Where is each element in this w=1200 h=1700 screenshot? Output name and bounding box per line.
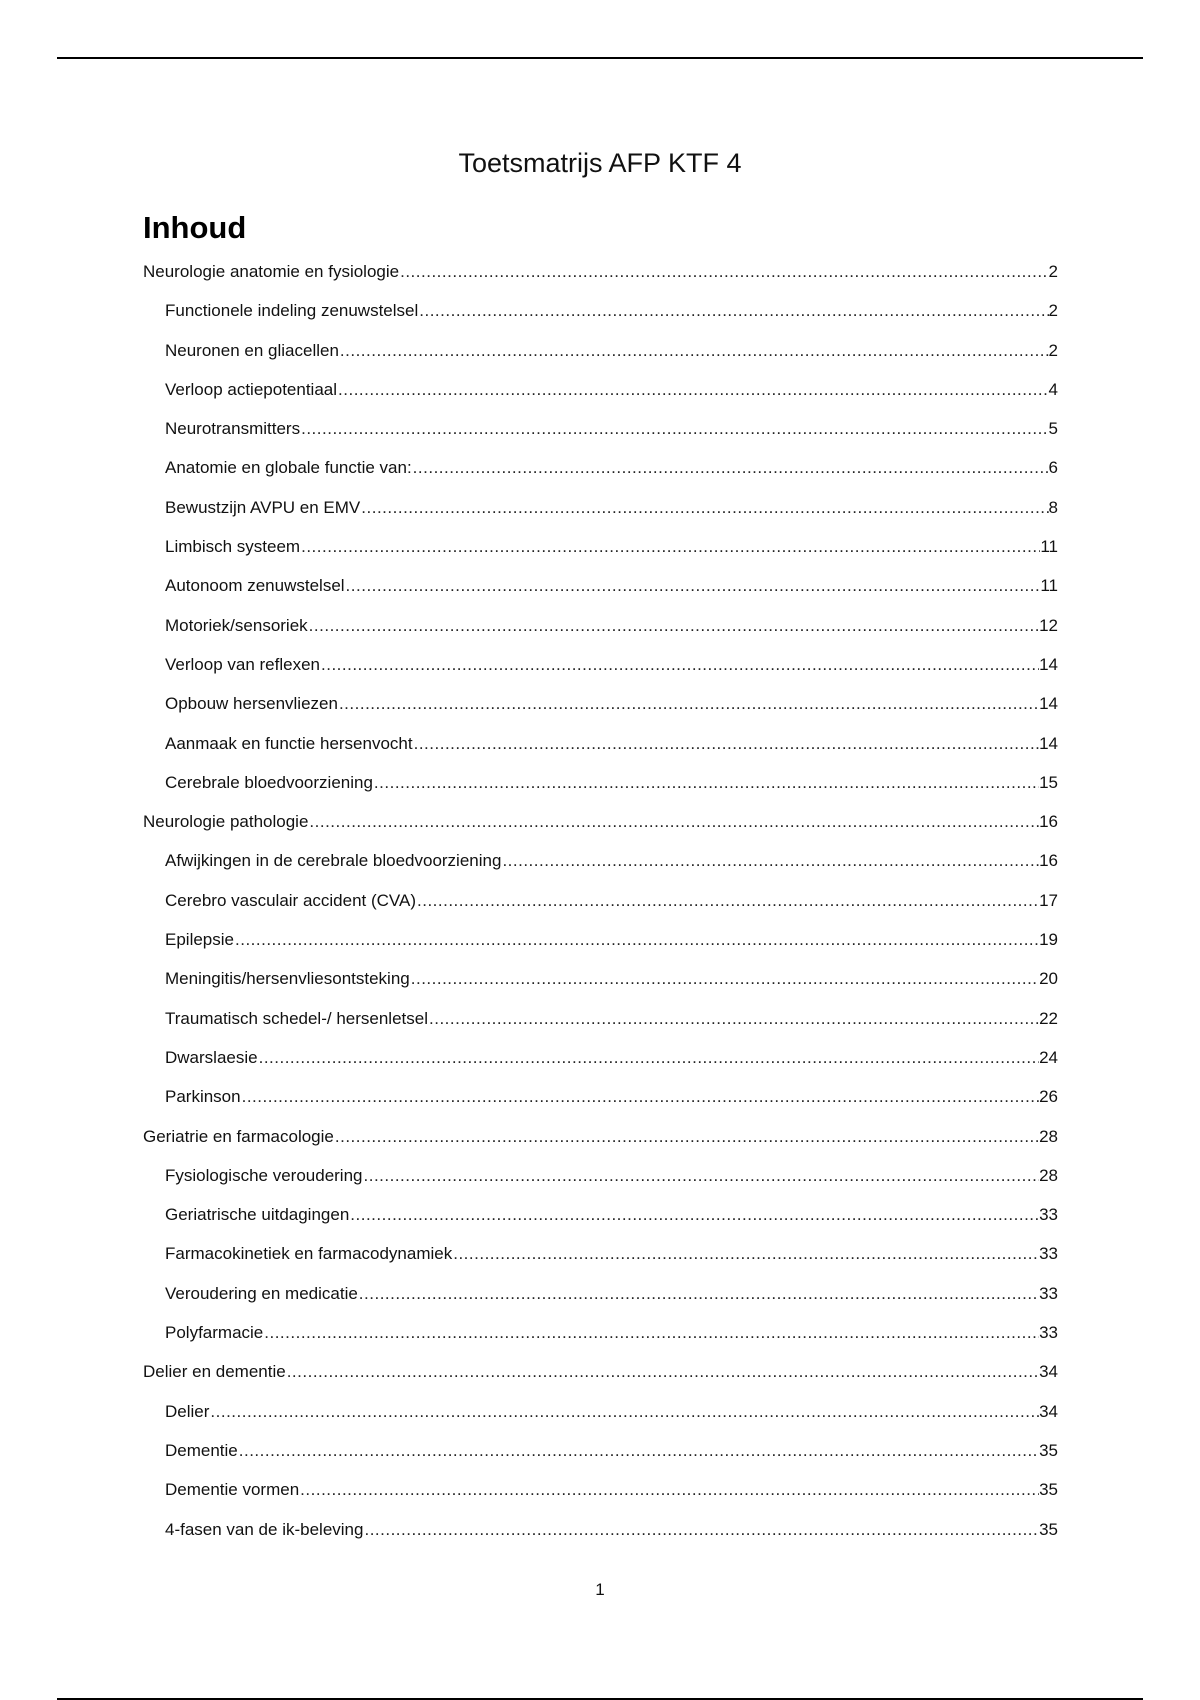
toc-entry-label: Geriatrische uitdagingen: [165, 1205, 350, 1225]
toc-entry-label: Neurologie pathologie: [143, 812, 309, 832]
toc-dot-leader: [349, 1202, 1039, 1228]
toc-entry-page: 14: [1039, 733, 1058, 753]
toc-entry-page: 26: [1039, 1087, 1058, 1107]
toc-entry[interactable]: [143, 927, 1058, 966]
toc-entry-page: 11: [1040, 576, 1058, 596]
toc-dot-leader: [412, 455, 1049, 481]
toc-entry-label: Verloop van reflexen: [165, 654, 320, 674]
toc-entry[interactable]: [143, 1124, 1058, 1163]
toc-entry-line: [165, 1045, 1058, 1071]
toc-entry-label: Limbisch systeem: [165, 537, 301, 557]
toc-dot-leader: [320, 652, 1039, 678]
toc-entry-label: Cerebrale bloedvoorziening: [165, 772, 373, 792]
toc-entry-page: 35: [1039, 1480, 1058, 1500]
toc-dot-leader: [428, 1006, 1039, 1032]
toc-dot-leader: [413, 731, 1039, 757]
toc-entry[interactable]: [143, 338, 1058, 377]
toc-entry[interactable]: [143, 1438, 1058, 1477]
document-title: Toetsmatrijs AFP KTF 4: [458, 148, 742, 178]
toc-entry-page: 19: [1039, 930, 1058, 950]
toc-entry-line: [143, 1359, 1058, 1385]
toc-entry-line: [165, 927, 1058, 953]
toc-entry-page: 34: [1039, 1362, 1058, 1382]
toc-entry[interactable]: [143, 495, 1058, 534]
toc-dot-leader: [410, 966, 1039, 992]
toc-entry-line: [165, 416, 1058, 442]
toc-entry[interactable]: [143, 770, 1058, 809]
toc-dot-leader: [308, 613, 1039, 639]
toc-entry-line: [165, 731, 1058, 757]
toc-entry[interactable]: [143, 652, 1058, 691]
toc-dot-leader: [345, 573, 1041, 599]
toc-entry-page: 15: [1039, 772, 1058, 792]
toc-entry-page: 8: [1048, 497, 1058, 517]
toc-entry-line: [165, 455, 1058, 481]
toc-entry-label: Afwijkingen in de cerebrale bloedvoorziening: [165, 851, 502, 871]
toc-entry-line: [165, 1399, 1058, 1425]
toc-entry-line: [165, 573, 1058, 599]
toc-entry-line: [165, 966, 1058, 992]
toc-entry-line: [165, 1320, 1058, 1346]
toc-dot-leader: [339, 338, 1049, 364]
toc-dot-leader: [416, 888, 1039, 914]
toc-dot-leader: [241, 1084, 1039, 1110]
toc-entry[interactable]: [143, 731, 1058, 770]
toc-entry-page: 33: [1039, 1283, 1058, 1303]
toc-entry-label: Autonoom zenuwstelsel: [165, 576, 345, 596]
toc-entry-line: [165, 652, 1058, 678]
toc-entry-page: 14: [1039, 654, 1058, 674]
toc-entry-label: Epilepsie: [165, 930, 234, 950]
toc-entry-line: [165, 1281, 1058, 1307]
toc-entry-page: 20: [1039, 969, 1058, 989]
toc-entry-line: [143, 1124, 1058, 1150]
toc-entry[interactable]: [143, 966, 1058, 1005]
toc-entry[interactable]: [143, 613, 1058, 652]
toc-entry-line: [165, 377, 1058, 403]
toc-entry[interactable]: [143, 1084, 1058, 1123]
toc-dot-leader: [334, 1124, 1039, 1150]
toc-entry-line: [165, 613, 1058, 639]
table-of-contents: [143, 259, 1058, 1556]
toc-entry-page: 33: [1039, 1205, 1058, 1225]
toc-dot-leader: [452, 1241, 1039, 1267]
toc-entry-page: 14: [1039, 694, 1058, 714]
toc-entry-label: Farmacokinetiek en farmacodynamiek: [165, 1244, 453, 1264]
toc-dot-leader: [300, 416, 1048, 442]
toc-entry-label: Fysiologische veroudering: [165, 1165, 363, 1185]
toc-entry[interactable]: [143, 1359, 1058, 1398]
toc-heading: Inhoud: [143, 210, 247, 245]
toc-dot-leader: [263, 1320, 1039, 1346]
toc-entry[interactable]: [143, 259, 1058, 298]
toc-entry-label: Veroudering en medicatie: [165, 1283, 358, 1303]
toc-entry-line: [165, 298, 1058, 324]
toc-entry[interactable]: [143, 298, 1058, 337]
toc-dot-leader: [338, 691, 1039, 717]
toc-entry-page: 2: [1048, 340, 1058, 360]
toc-dot-leader: [238, 1438, 1039, 1464]
toc-entry[interactable]: [143, 1202, 1058, 1241]
toc-entry[interactable]: [143, 1045, 1058, 1084]
toc-entry-line: [165, 1477, 1058, 1503]
toc-entry-label: Parkinson: [165, 1087, 241, 1107]
toc-dot-leader: [501, 848, 1039, 874]
toc-entry-label: Neurologie anatomie en fysiologie: [143, 262, 400, 281]
toc-entry-label: Dementie: [165, 1440, 238, 1460]
toc-dot-leader: [234, 927, 1039, 953]
toc-entry[interactable]: [143, 1477, 1058, 1516]
toc-entry-page: 12: [1039, 615, 1058, 635]
toc-dot-leader: [358, 1281, 1039, 1307]
toc-entry[interactable]: [143, 1241, 1058, 1280]
toc-entry-label: Functionele indeling zenuwstelsel: [165, 301, 419, 321]
toc-entry-line: [165, 1084, 1058, 1110]
toc-dot-leader: [363, 1163, 1040, 1189]
toc-entry-label: Delier: [165, 1401, 210, 1421]
toc-entry-page: 22: [1039, 1008, 1058, 1028]
toc-entry-line: [165, 691, 1058, 717]
toc-entry-page: 4: [1048, 379, 1058, 399]
toc-entry-page: 2: [1048, 262, 1058, 281]
toc-entry-label: Verloop actiepotentiaal: [165, 379, 338, 399]
toc-entry-line: [165, 1517, 1058, 1543]
toc-entry-page: 28: [1039, 1165, 1058, 1185]
toc-entry-page: 28: [1039, 1126, 1058, 1146]
toc-dot-leader: [337, 377, 1049, 403]
toc-dot-leader: [373, 770, 1039, 796]
toc-entry-page: 33: [1039, 1323, 1058, 1343]
toc-entry-line: [165, 1006, 1058, 1032]
toc-entry[interactable]: [143, 534, 1058, 573]
toc-entry[interactable]: [143, 691, 1058, 730]
toc-entry[interactable]: [143, 848, 1058, 887]
toc-entry[interactable]: [143, 1281, 1058, 1320]
toc-entry[interactable]: [143, 455, 1058, 494]
toc-entry-label: Neurotransmitters: [165, 419, 301, 439]
toc-entry[interactable]: [143, 1163, 1058, 1202]
toc-entry-label: Neuronen en gliacellen: [165, 340, 339, 360]
toc-dot-leader: [209, 1399, 1039, 1425]
toc-dot-leader: [286, 1359, 1039, 1385]
toc-entry-label: Motoriek/sensoriek: [165, 615, 308, 635]
toc-entry-page: 2: [1048, 301, 1058, 321]
toc-entry-label: Opbouw hersenvliezen: [165, 694, 338, 714]
toc-entry-line: [165, 534, 1058, 560]
toc-entry-label: Dwarslaesie: [165, 1047, 258, 1067]
toc-entry-label: Traumatisch schedel-/ hersenletsel: [165, 1008, 428, 1028]
toc-entry-line: [165, 1241, 1058, 1267]
toc-entry[interactable]: [143, 888, 1058, 927]
toc-entry-label: Dementie vormen: [165, 1480, 300, 1500]
toc-dot-leader: [300, 534, 1040, 560]
toc-entry-label: Bewustzijn AVPU en EMV: [165, 497, 361, 517]
toc-entry[interactable]: [143, 1006, 1058, 1045]
toc-entry-page: 11: [1040, 537, 1058, 557]
toc-entry-page: 35: [1039, 1519, 1058, 1539]
toc-entry-page: 17: [1039, 890, 1058, 910]
toc-entry-page: 33: [1039, 1244, 1058, 1264]
toc-entry-page: 24: [1039, 1047, 1058, 1067]
toc-entry-line: [165, 848, 1058, 874]
toc-entry-line: [165, 495, 1058, 521]
toc-dot-leader: [258, 1045, 1039, 1071]
toc-entry[interactable]: [143, 573, 1058, 612]
toc-entry-label: Meningitis/hersenvliesontsteking: [165, 969, 410, 989]
toc-entry[interactable]: [143, 377, 1058, 416]
toc-entry-page: 6: [1048, 458, 1058, 478]
toc-entry-label: Aanmaak en functie hersenvocht: [165, 733, 413, 753]
toc-dot-leader: [308, 809, 1039, 835]
toc-entry-page: 16: [1039, 812, 1058, 832]
page-number: 1: [595, 1580, 605, 1599]
toc-entry-label: Polyfarmacie: [165, 1323, 264, 1343]
toc-entry[interactable]: [143, 1517, 1058, 1556]
toc-entry-line: [165, 1163, 1058, 1189]
toc-entry[interactable]: [143, 1399, 1058, 1438]
header-rule: [57, 57, 1143, 59]
toc-entry-line: [143, 259, 1058, 285]
toc-entry-page: 16: [1039, 851, 1058, 871]
toc-entry-label: Cerebro vasculair accident (CVA): [165, 890, 416, 910]
toc-entry[interactable]: [143, 809, 1058, 848]
toc-dot-leader: [360, 495, 1048, 521]
toc-dot-leader: [399, 259, 1048, 285]
toc-entry-line: [165, 770, 1058, 796]
toc-entry-label: Delier en dementie: [143, 1362, 286, 1382]
toc-entry-line: [165, 1438, 1058, 1464]
toc-entry-line: [143, 809, 1058, 835]
toc-entry-page: 35: [1039, 1440, 1058, 1460]
toc-entry-page: 34: [1039, 1401, 1058, 1421]
toc-dot-leader: [363, 1517, 1039, 1543]
toc-entry[interactable]: [143, 416, 1058, 455]
toc-entry-line: [165, 1202, 1058, 1228]
toc-entry-line: [165, 888, 1058, 914]
toc-entry-line: [165, 338, 1058, 364]
toc-dot-leader: [299, 1477, 1039, 1503]
toc-entry[interactable]: [143, 1320, 1058, 1359]
toc-entry-label: Anatomie en globale functie van:: [165, 458, 412, 478]
toc-entry-page: 5: [1048, 419, 1058, 439]
toc-dot-leader: [418, 298, 1048, 324]
toc-entry-label: 4-fasen van de ik-beleving: [165, 1519, 364, 1539]
toc-entry-label: Geriatrie en farmacologie: [143, 1126, 334, 1146]
